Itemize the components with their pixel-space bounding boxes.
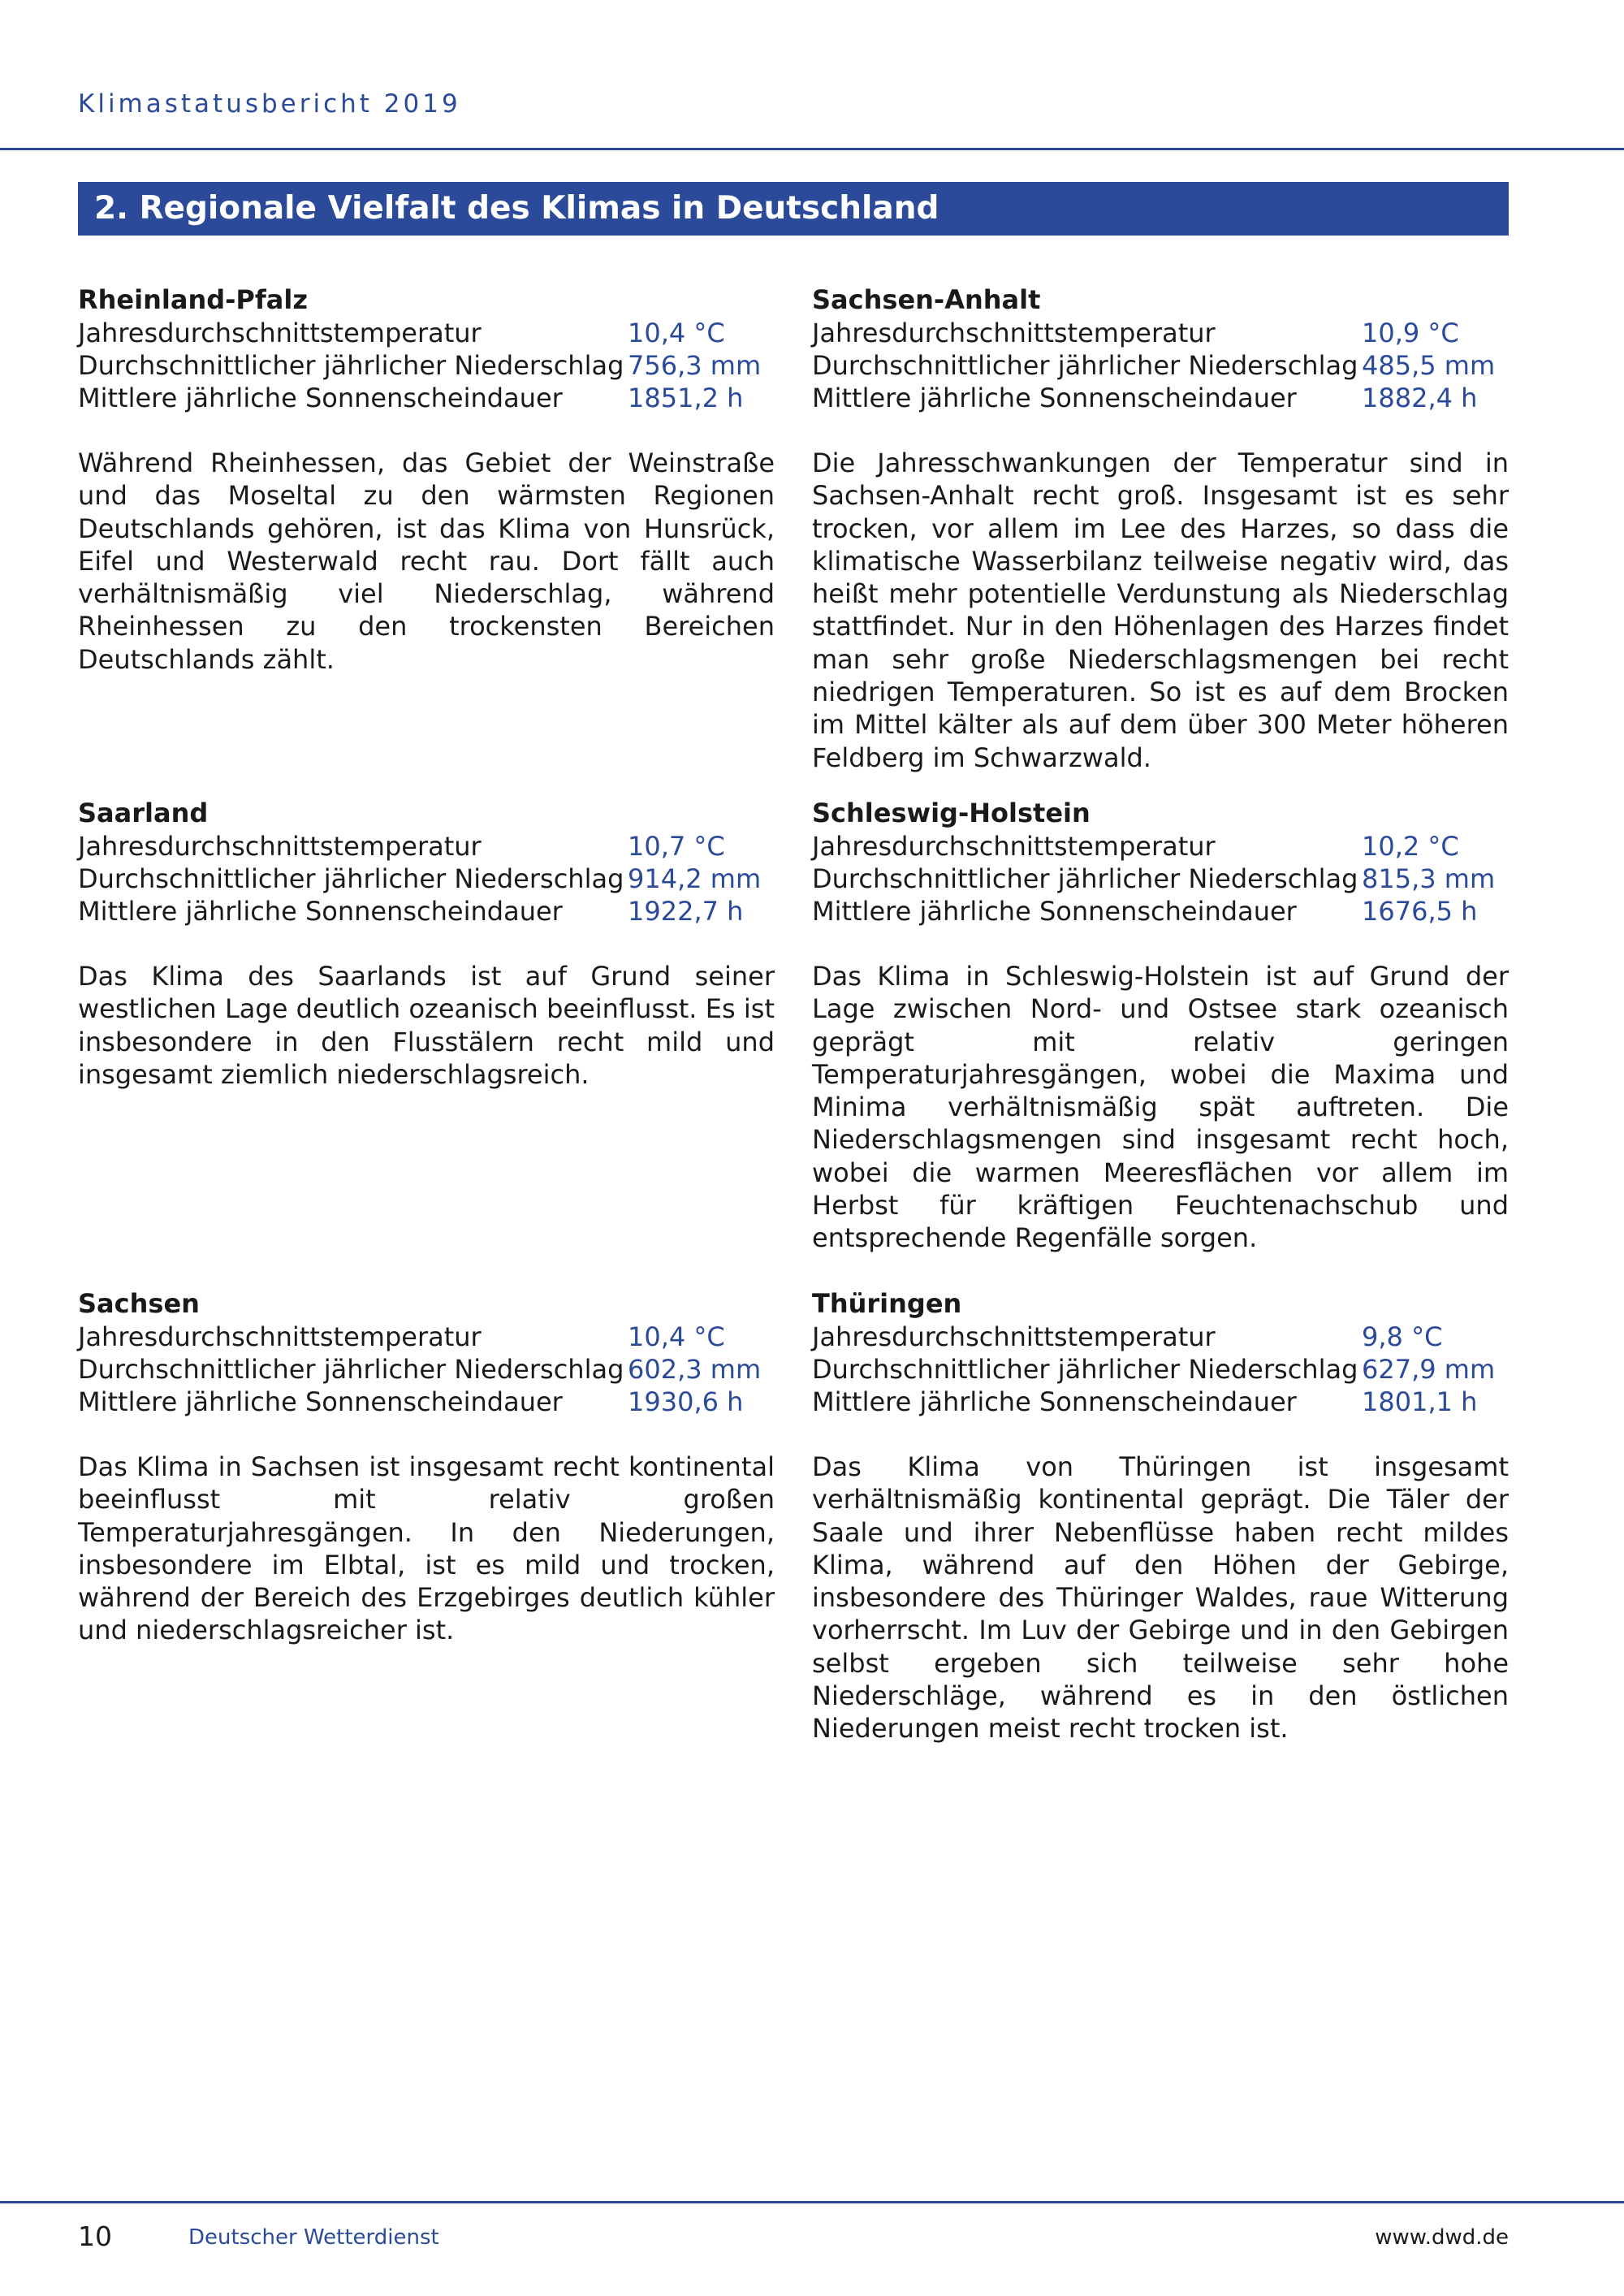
website-url: www.dwd.de bbox=[1375, 2225, 1509, 2250]
stat-value: 815,3 mm bbox=[1362, 863, 1496, 894]
region-description: Während Rheinhessen, das Gebiet der Weinstraße und das Moseltal zu den wärmsten Regionen Deutschlands gehören, ist das Klima von Hunsrück, Eifel und Westerwald recht rau. Dort fällt auch verhältnismäßig viel Niederschlag, während Rheinhessen zu den trockensten Bereichen Deutschlands zählt. bbox=[78, 448, 775, 675]
region-description: Das Klima in Sachsen ist insgesamt recht kontinental beeinflusst mit relativ großen Temperaturjahresgängen. In den Niederungen, insbesondere im Elbtal, ist es mild und trocken, während der Bereich des Erzgebirges deutlich kühler und niederschlagsreicher ist. bbox=[78, 1451, 775, 1646]
stat-row-temperature bbox=[78, 317, 775, 349]
region-description: Die Jahresschwankungen der Temperatur sind in Sachsen-Anhalt recht groß. Insgesamt ist es sehr trocken, vor allem im Lee des Harzes, so dass die klimatische Wasserbilanz teilweise negativ wird, das heißt mehr potentielle Verdunstung als Niederschlag stattfindet. Nur in den Höhenlagen des Harzes findet man sehr große Niederschlagsmengen bei recht niedrigen Temperaturen. So ist es auf dem Brocken im Mittel kälter als auf dem über 300 Meter höheren Feldberg im Schwarzwald. bbox=[812, 448, 1509, 773]
stat-label: Durchschnittlicher jährlicher Niederschlag bbox=[78, 350, 624, 381]
stat-label: Jahresdurchschnittstemperatur bbox=[812, 831, 1216, 862]
stat-label: Mittlere jährliche Sonnenscheindauer bbox=[78, 1386, 563, 1417]
stat-row-precipitation bbox=[78, 1353, 775, 1386]
stat-label: Jahresdurchschnittstemperatur bbox=[78, 1321, 482, 1352]
region-heading: Rheinland-Pfalz bbox=[78, 284, 308, 315]
stat-row-precipitation bbox=[78, 863, 775, 895]
stat-row-temperature bbox=[812, 317, 1509, 349]
stat-row-temperature bbox=[812, 1321, 1509, 1353]
region-heading: Sachsen-Anhalt bbox=[812, 284, 1041, 315]
stat-value: 10,7 °C bbox=[628, 831, 725, 862]
stat-value: 10,9 °C bbox=[1362, 318, 1459, 348]
stat-value: 1922,7 h bbox=[628, 896, 744, 927]
stat-row-precipitation bbox=[812, 1353, 1509, 1386]
page-number: 10 bbox=[78, 2220, 112, 2252]
footer-divider bbox=[0, 2201, 1624, 2203]
region-schleswig-holstein bbox=[812, 796, 1509, 1255]
region-thueringen bbox=[812, 1286, 1509, 1745]
region-saarland bbox=[78, 796, 775, 1091]
region-sachsen bbox=[78, 1286, 775, 1647]
stat-label: Mittlere jährliche Sonnenscheindauer bbox=[812, 1386, 1297, 1417]
stat-value: 1882,4 h bbox=[1362, 383, 1478, 413]
stat-row-precipitation bbox=[812, 863, 1509, 895]
stat-value: 627,9 mm bbox=[1362, 1354, 1496, 1385]
region-heading: Saarland bbox=[78, 798, 209, 828]
stat-value: 1801,1 h bbox=[1362, 1386, 1478, 1417]
stat-label: Mittlere jährliche Sonnenscheindauer bbox=[812, 383, 1297, 413]
stat-value: 10,4 °C bbox=[628, 1321, 725, 1352]
header-divider bbox=[0, 148, 1624, 150]
stat-label: Mittlere jährliche Sonnenscheindauer bbox=[78, 896, 563, 927]
stat-label: Durchschnittlicher jährlicher Niederschlag bbox=[78, 1354, 624, 1385]
stat-value: 914,2 mm bbox=[628, 863, 762, 894]
stat-label: Durchschnittlicher jährlicher Niederschlag bbox=[812, 350, 1358, 381]
stat-value: 10,4 °C bbox=[628, 318, 725, 348]
stat-row-sunshine bbox=[812, 895, 1509, 927]
region-description: Das Klima in Schleswig-Holstein ist auf Grund der Lage zwischen Nord- und Ostsee stark ozeanisch geprägt mit relativ geringen Temperaturjahresgängen, wobei die Maxima und Minima verhältnismäßig spät auftreten. Die Niederschlagsmengen sind insgesamt recht hoch, wobei die warmen Meeresflächen vor allem im Herbst für kräftigen Feuchtenachschub und entsprechende Regenfälle sorgen. bbox=[812, 961, 1509, 1254]
stat-value: 756,3 mm bbox=[628, 350, 762, 381]
stat-row-precipitation bbox=[78, 349, 775, 382]
stat-value: 9,8 °C bbox=[1362, 1321, 1443, 1352]
region-description: Das Klima des Saarlands ist auf Grund seiner westlichen Lage deutlich ozeanisch beeinflusst. Es ist insbesondere in den Flusstälern recht mild und insgesamt ziemlich niederschlagsreich. bbox=[78, 961, 775, 1090]
region-heading: Thüringen bbox=[812, 1288, 962, 1319]
stat-value: 602,3 mm bbox=[628, 1354, 762, 1385]
stat-row-sunshine bbox=[78, 895, 775, 927]
stat-label: Jahresdurchschnittstemperatur bbox=[812, 1321, 1216, 1352]
stat-label: Jahresdurchschnittstemperatur bbox=[812, 318, 1216, 348]
stat-row-sunshine bbox=[812, 382, 1509, 414]
stat-label: Durchschnittlicher jährlicher Niederschlag bbox=[812, 1354, 1358, 1385]
stat-value: 1851,2 h bbox=[628, 383, 744, 413]
stat-row-temperature bbox=[812, 830, 1509, 863]
stat-row-sunshine bbox=[78, 382, 775, 414]
stat-label: Mittlere jährliche Sonnenscheindauer bbox=[812, 896, 1297, 927]
stat-value: 485,5 mm bbox=[1362, 350, 1496, 381]
chapter-title: 2. Regionale Vielfalt des Klimas in Deutschland bbox=[78, 182, 1509, 236]
stat-value: 1930,6 h bbox=[628, 1386, 744, 1417]
region-description: Das Klima von Thüringen ist insgesamt verhältnismäßig kontinental geprägt. Die Täler der Saale und ihrer Nebenflüsse haben recht mildes Klima, während auf den Höhen der Gebirge, insbesondere des Thüringer Waldes, raue Witterung vorherrscht. Im Luv der Gebirge und in den Gebirgen selbst ergeben sich teilweise sehr hohe Niederschläge, während es in den östlichen Niederungen meist recht trocken ist. bbox=[812, 1451, 1509, 1745]
region-sachsen-anhalt bbox=[812, 283, 1509, 774]
region-rheinland-pfalz bbox=[78, 283, 775, 676]
region-heading: Schleswig-Holstein bbox=[812, 798, 1091, 828]
stat-value: 1676,5 h bbox=[1362, 896, 1478, 927]
publisher-name: Deutscher Wetterdienst bbox=[188, 2225, 439, 2250]
stat-label: Durchschnittlicher jährlicher Niederschlag bbox=[812, 863, 1358, 894]
stat-label: Mittlere jährliche Sonnenscheindauer bbox=[78, 383, 563, 413]
stat-row-precipitation bbox=[812, 349, 1509, 382]
region-heading: Sachsen bbox=[78, 1288, 200, 1319]
stat-label: Jahresdurchschnittstemperatur bbox=[78, 318, 482, 348]
stat-row-sunshine bbox=[78, 1386, 775, 1418]
stat-value: 10,2 °C bbox=[1362, 831, 1459, 862]
stat-row-temperature bbox=[78, 830, 775, 863]
stat-label: Durchschnittlicher jährlicher Niederschlag bbox=[78, 863, 624, 894]
stat-row-sunshine bbox=[812, 1386, 1509, 1418]
stat-row-temperature bbox=[78, 1321, 775, 1353]
running-header-title: Klimastatusbericht 2019 bbox=[78, 89, 461, 119]
stat-label: Jahresdurchschnittstemperatur bbox=[78, 831, 482, 862]
